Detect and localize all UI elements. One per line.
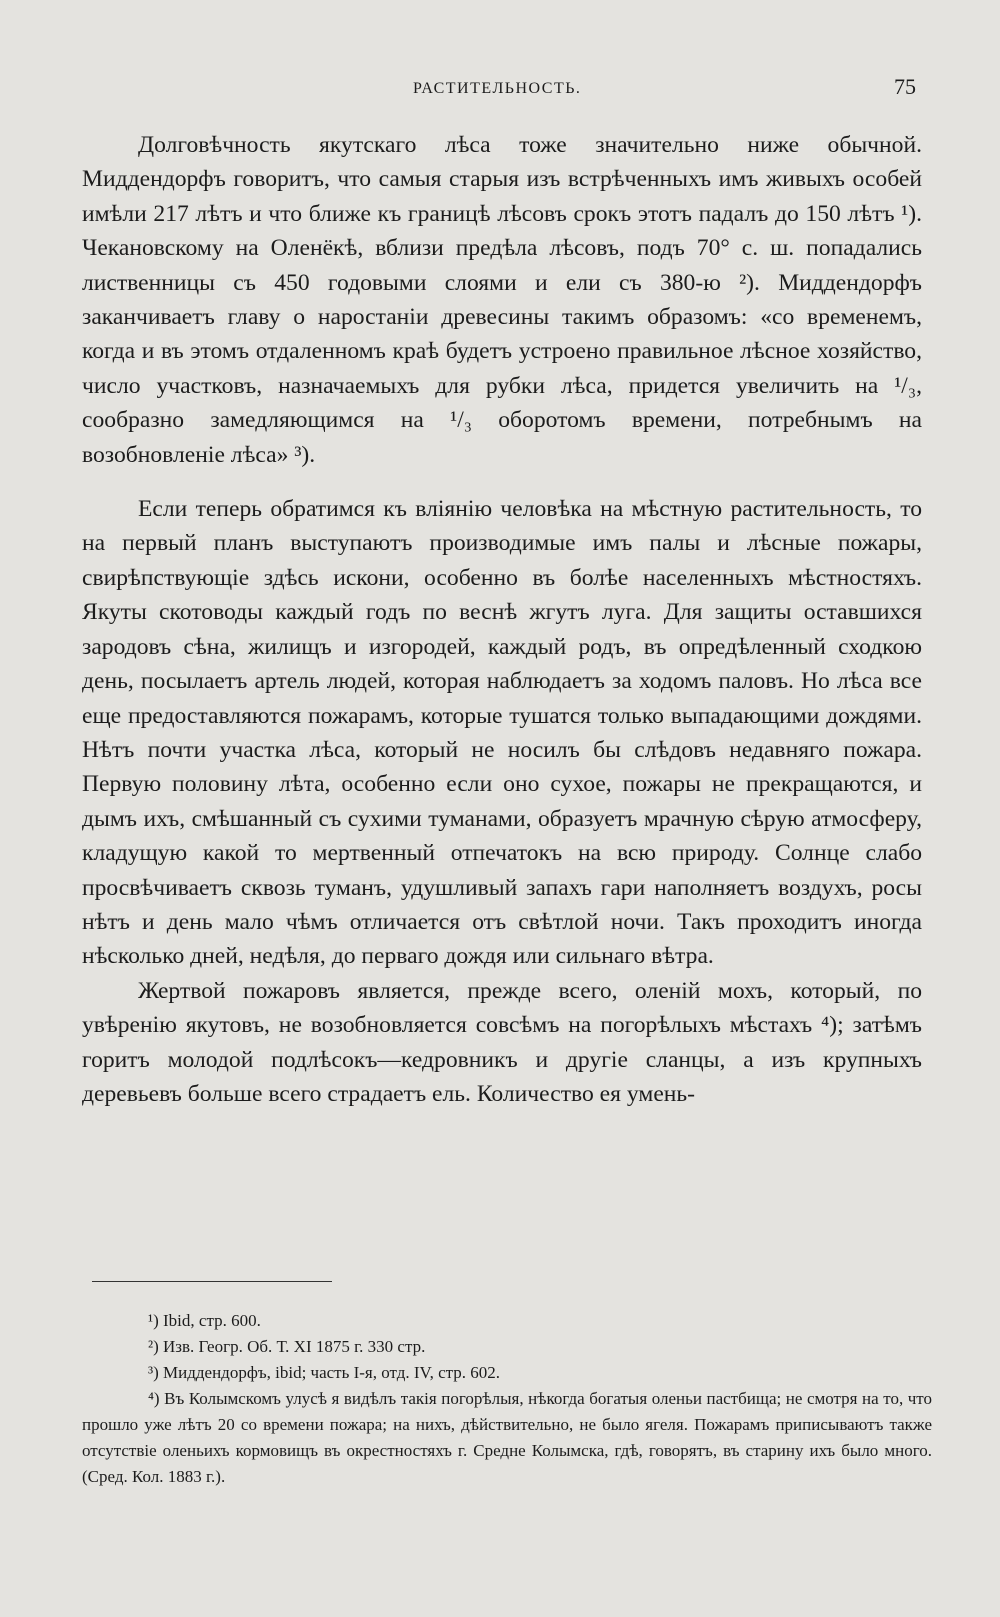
footnote-divider	[92, 1281, 332, 1282]
main-text	[82, 128, 922, 1111]
footnote: ³) Миддендорфъ, ibid; часть I-я, отд. IV, стр. 602.	[148, 1363, 501, 1382]
paragraph: Если теперь обратимся къ вліянію человѣка на мѣстную растительность, то на первый планъ выступаютъ производимые имъ палы и лѣсные пожары, свирѣпствующіе здѣсь искони, особенно въ болѣе населенныхъ мѣстностяхъ. Якуты скотоводы каждый годъ по веснѣ жгутъ луга. Для защиты оставшихся зародовъ сѣна, жилищъ и изгородей, каждый родъ, въ опредѣленный сходкою день, посылаетъ артель людей, которая наблюдаетъ за ходомъ паловъ. Но лѣса все еще предоставляются пожарамъ, которые тушатся только выпадающими дождями. Нѣтъ почти участка лѣса, который не носилъ бы слѣдовъ недавняго пожара. Первую половину лѣта, особенно если оно сухое, пожары не прекращаются, и дымъ ихъ, смѣшанный съ сухими туманами, образуетъ мрачную сѣрую атмосферу, кладущую какой то мертвенный отпечатокъ на всю природу. Солнце слабо просвѣчиваетъ сквозь туманъ, удушливый запахъ гари наполняетъ воздухъ, росы нѣтъ и день мало чѣмъ отличается отъ свѣтлой ночи. Такъ проходитъ иногда нѣсколько дней, недѣля, до перваго дождя или сильнаго вѣтра.	[82, 496, 922, 970]
footnote: ²) Изв. Геогр. Об. Т. XI 1875 г. 330 стр.	[148, 1337, 426, 1356]
footnote: ¹) Ibid, стр. 600.	[148, 1311, 261, 1330]
page-number: 75	[894, 74, 916, 99]
running-header	[0, 74, 1000, 110]
paragraph: Долговѣчность якутскаго лѣса тоже значительно ниже обычной. Миддендорфъ говоритъ, что самыя старыя изъ встрѣченныхъ имъ живыхъ особей имѣли 217 лѣтъ и что ближе къ границѣ лѣсовъ срокъ этотъ падалъ до 150 лѣтъ ¹). Чекановскому на Оленёкѣ, вблизи предѣла лѣсовъ, подъ 70° с. ш. попадались лиственницы съ 450 годовыми слоями и ели съ 380-ю ²). Миддендорфъ заканчиваетъ главу о наростаніи древесины такимъ образомъ: «со временемъ, когда и въ этомъ отдаленномъ краѣ будетъ устроено правильное лѣсное хозяйство, число участковъ, назначаемыхъ для рубки лѣса, придется увеличить на ¹/₃, сообразно замедляющимся на ¹/₃ оборотомъ времени, потребнымъ на возобновленіе лѣса» ³).	[82, 132, 922, 468]
running-title: РАСТИТЕЛЬНОСТЬ.	[413, 80, 582, 97]
footnotes	[82, 1308, 932, 1490]
footnote: ⁴) Въ Колымскомъ улусѣ я видѣлъ такія погорѣлыя, нѣкогда богатыя оленьи пастбища; не смотря на то, что прошло уже лѣтъ 20 со времени пожара; на нихъ, дѣйствительно, не было ягеля. Пожарамъ приписываютъ также отсутствіе оленьихъ кормовищъ въ окрестностяхъ г. Средне Колымска, гдѣ, говорятъ, въ старину ихъ было много. (Сред. Кол. 1883 г.).	[82, 1389, 932, 1486]
paragraph: Жертвой пожаровъ является, прежде всего, оленій мохъ, который, по увѣренію якутовъ, не возобновляется совсѣмъ на погорѣлыхъ мѣстахъ ⁴); затѣмъ горитъ молодой подлѣсокъ—кедровникъ и другіе сланцы, а изъ крупныхъ деревьевъ больше всего страдаетъ ель. Количество ея умень-	[82, 977, 922, 1107]
